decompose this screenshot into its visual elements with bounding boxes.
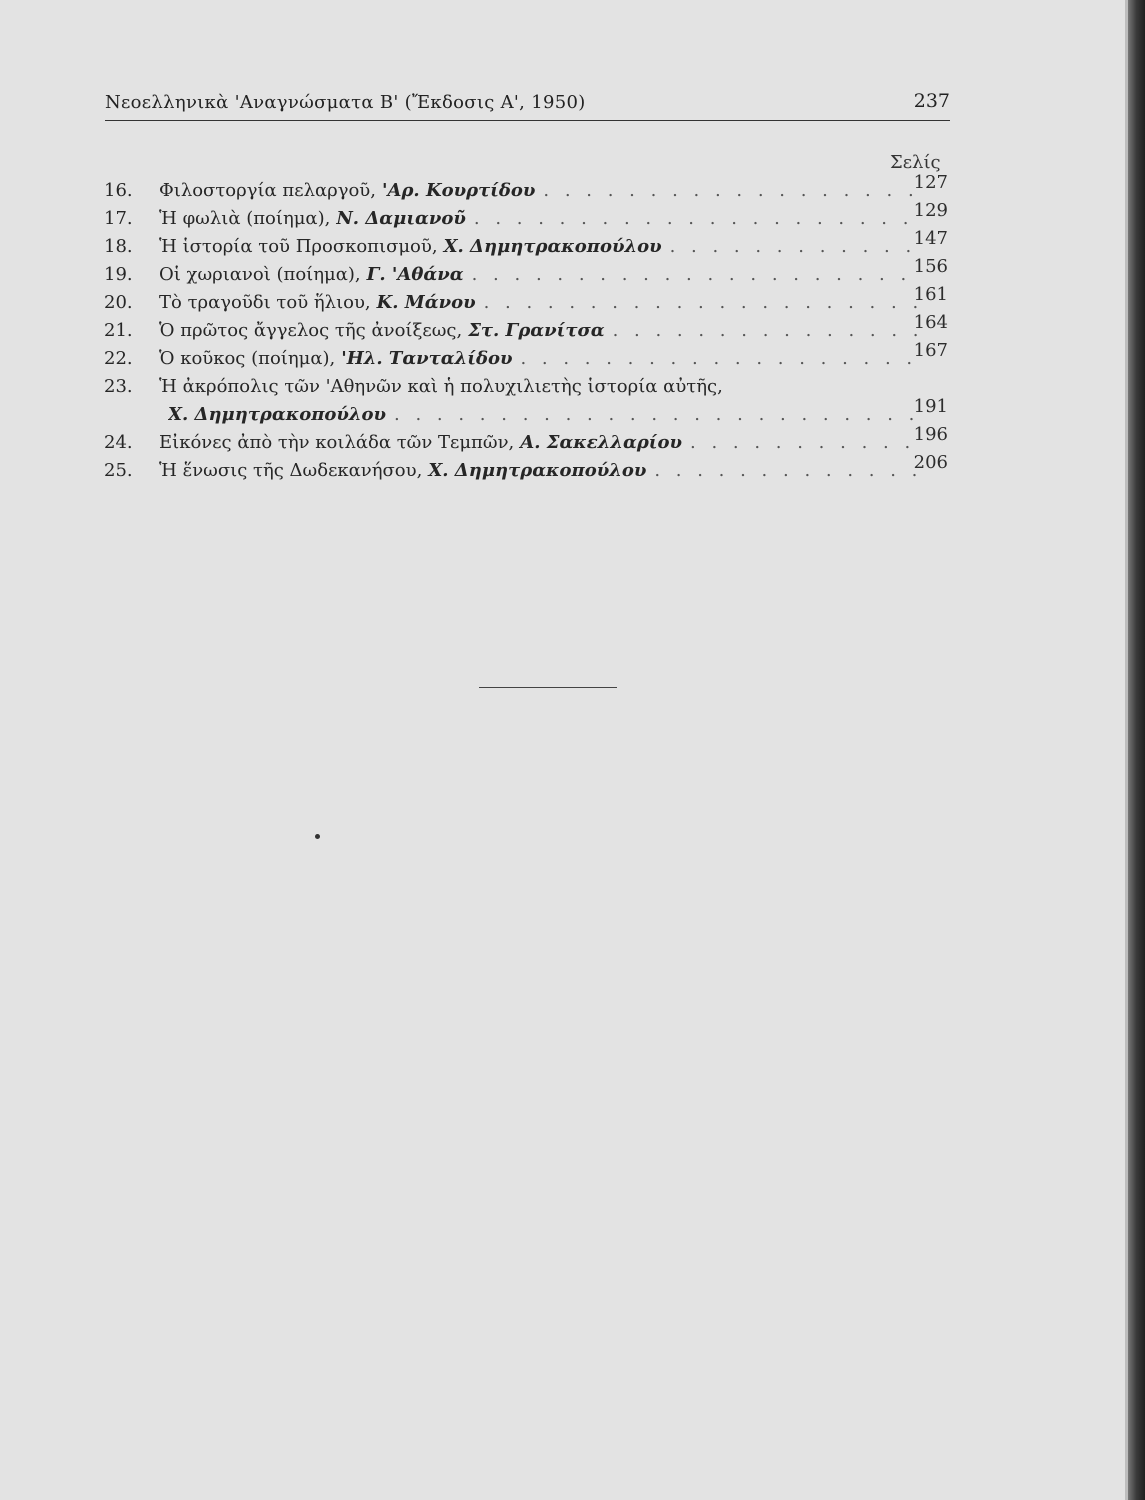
section-divider xyxy=(479,687,617,688)
entry-number: 22. xyxy=(104,348,133,369)
entry-title: Ἡ ἱστορία τοῦ Προσκοπισμοῦ, xyxy=(159,236,438,257)
leader-dots xyxy=(484,292,919,313)
entry-page: 147 xyxy=(913,228,948,249)
entry-page: 127 xyxy=(913,172,948,193)
toc-entry-18 xyxy=(104,228,952,262)
entry-author: 'Αρ. Κουρτίδου xyxy=(381,180,536,201)
entry-number: 24. xyxy=(104,432,133,453)
toc-entry-20 xyxy=(104,284,952,318)
toc-entry-22 xyxy=(104,340,952,374)
entry-number: 25. xyxy=(104,460,133,481)
leader-dots xyxy=(472,264,919,285)
entry-number: 21. xyxy=(104,320,133,341)
entry-author: Γ. 'Αθάνα xyxy=(366,264,464,285)
entry-title: Φιλοστοργία πελαργοῦ, xyxy=(159,180,376,201)
entry-number: 23. xyxy=(104,376,133,397)
entry-number: 19. xyxy=(104,264,133,285)
toc-entry-21 xyxy=(104,312,952,346)
leader-dots xyxy=(394,404,928,425)
header-title: Νεοελληνικὰ 'Αναγνώσματα Β' (Ἔκδοσις Α', 1950) xyxy=(105,92,586,113)
entry-number: 16. xyxy=(104,180,133,201)
entry-page: 161 xyxy=(913,284,948,305)
entry-author: Κ. Μάνου xyxy=(376,292,476,313)
toc-entry-24 xyxy=(104,424,952,458)
leader-dots xyxy=(520,348,919,369)
toc-entry-19 xyxy=(104,256,952,290)
leader-dots xyxy=(670,236,919,257)
entry-author: Α. Σακελλαρίου xyxy=(520,432,683,453)
entry-number: 18. xyxy=(104,236,133,257)
entry-author: 'Ηλ. Τανταλίδου xyxy=(341,348,513,369)
entry-page: 196 xyxy=(913,424,948,445)
leader-dots xyxy=(690,432,919,453)
entry-author: Ν. Δαμιανοῦ xyxy=(336,208,466,229)
entry-title: Ἡ ἕνωσις τῆς Δωδεκανήσου, xyxy=(159,460,423,481)
page-edge-shadow xyxy=(1128,0,1145,1500)
leader-dots xyxy=(474,208,919,229)
entry-page: 206 xyxy=(913,452,948,473)
entry-page: 156 xyxy=(913,256,948,277)
entry-author: Στ. Γρανίτσα xyxy=(468,320,605,341)
entry-title: Ὁ πρῶτος ἄγγελος τῆς ἀνοίξεως, xyxy=(159,320,463,341)
entry-page: 129 xyxy=(913,200,948,221)
running-header xyxy=(105,90,950,121)
entry-title: Ὁ κοῦκος (ποίημα), xyxy=(159,348,336,369)
entry-title: Εἰκόνες ἀπὸ τὴν κοιλάδα τῶν Τεμπῶν, xyxy=(159,432,515,453)
entry-number: 17. xyxy=(104,208,133,229)
entry-title: Ἡ ἀκρόπολις τῶν 'Αθηνῶν καὶ ἡ πολυχιλιετὴς ἱστορία αὐτῆς, xyxy=(159,376,723,397)
leader-dots xyxy=(654,460,919,481)
table-of-contents xyxy=(104,172,952,486)
entry-author: Χ. Δημητρακοπούλου xyxy=(428,460,647,481)
entry-title: Οἱ χωριανοὶ (ποίημα), xyxy=(159,264,361,285)
toc-entry-25 xyxy=(104,452,952,486)
toc-entry-16 xyxy=(104,172,952,206)
toc-entry-17 xyxy=(104,200,952,234)
ink-speck xyxy=(315,834,320,839)
entry-page: 164 xyxy=(913,312,948,333)
entry-page: 167 xyxy=(913,340,948,361)
entry-author: Χ. Δημητρακοπούλου xyxy=(168,404,387,425)
toc-entry-23-continued xyxy=(104,396,952,430)
entry-title: Τὸ τραγοῦδι τοῦ ἥλιου, xyxy=(159,292,371,313)
leader-dots xyxy=(613,320,919,341)
entry-number: 20. xyxy=(104,292,133,313)
leader-dots xyxy=(543,180,919,201)
entry-page: 191 xyxy=(913,396,948,417)
entry-author: Χ. Δημητρακοπούλου xyxy=(443,236,662,257)
entry-title: Ἡ φωλιὰ (ποίημα), xyxy=(159,208,331,229)
toc-entry-23 xyxy=(104,374,952,402)
header-page-number: 237 xyxy=(913,90,950,112)
page-column-label: Σελίς xyxy=(890,152,941,173)
